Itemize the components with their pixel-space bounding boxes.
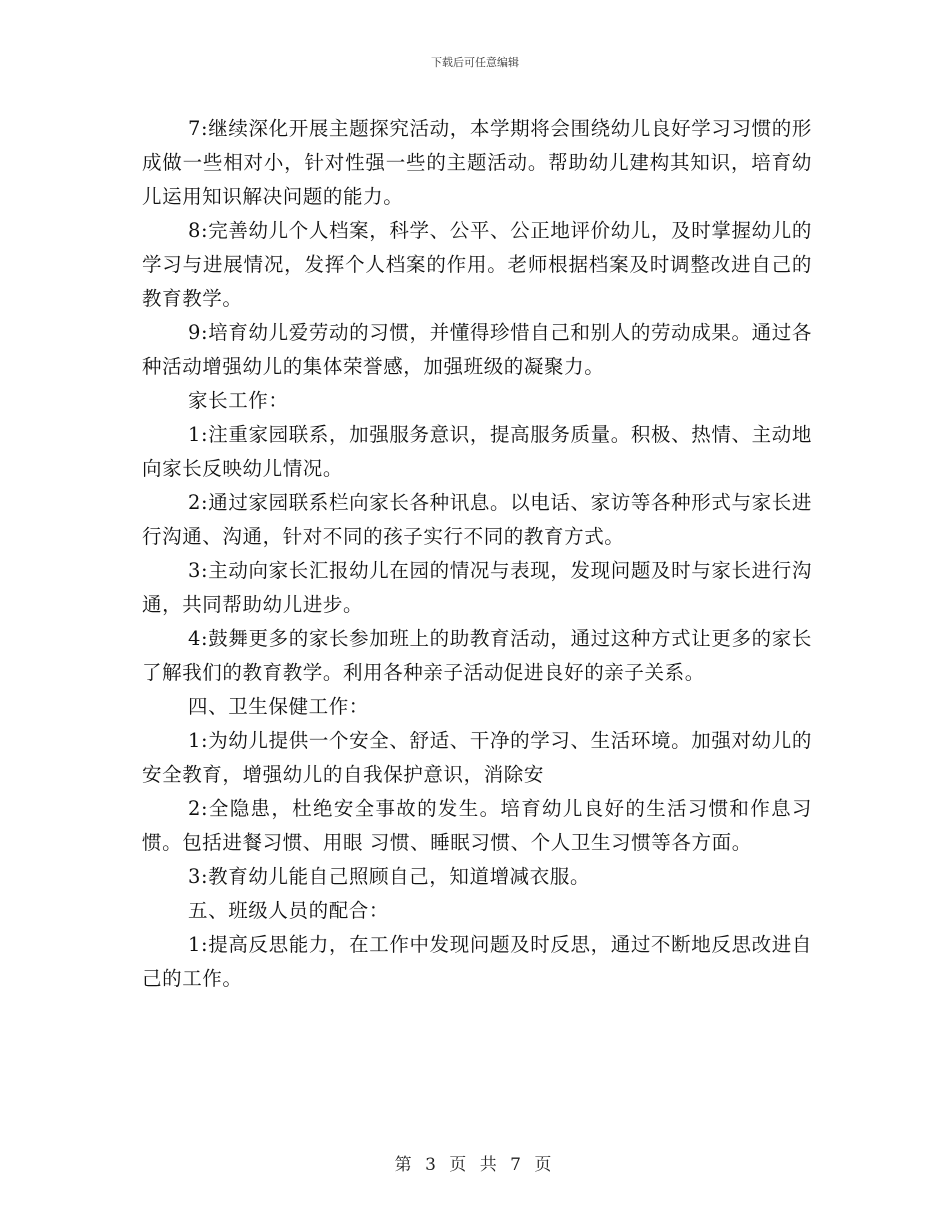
paragraph-parent-2: 2:通过家园联系栏向家长各种讯息。以电话、家访等各种形式与家长进行沟通、沟通，针对不同的孩子实行不同的教育方式。 bbox=[142, 491, 812, 548]
paragraph-parent-1: 1:注重家园联系，加强服务意识，提高服务质量。积极、热情、主动地向家长反映幼儿情况。 bbox=[142, 423, 812, 480]
paragraph-health-2: 2:全隐患，杜绝安全事故的发生。培育幼儿良好的生活习惯和作息习惯。包括进餐习惯、用眼 习惯、睡眠习惯、个人卫生习惯等各方面。 bbox=[142, 797, 812, 854]
page-number-footer: 第 3 页 共 7 页 bbox=[394, 1155, 556, 1175]
paragraph-parent-3: 3:主动向家长汇报幼儿在园的情况与表现，发现问题及时与家长进行沟通，共同帮助幼儿进步。 bbox=[142, 559, 812, 616]
section-heading-staff: 五、班级人员的配合： bbox=[188, 899, 390, 922]
paragraph-staff-1: 1:提高反思能力，在工作中发现问题及时反思，通过不断地反思改进自己的工作。 bbox=[142, 933, 812, 990]
paragraph-health-1: 1:为幼儿提供一个安全、舒适、干净的学习、生活环境。加强对幼儿的安全教育，增强幼儿的自我保护意识，消除安 bbox=[142, 729, 812, 786]
page-header: 下载后可任意编辑 bbox=[431, 56, 519, 69]
paragraph-item-8: 8:完善幼儿个人档案，科学、公平、公正地评价幼儿，及时掌握幼儿的学习与进展情况，发挥个人档案的作用。老师根据档案及时调整改进自己的教育教学。 bbox=[142, 219, 812, 310]
paragraph-item-9: 9:培育幼儿爱劳动的习惯，并懂得珍惜自己和别人的劳动成果。通过各种活动增强幼儿的集体荣誉感，加强班级的凝聚力。 bbox=[142, 321, 812, 378]
paragraph-parent-4: 4:鼓舞更多的家长参加班上的助教育活动，通过这种方式让更多的家长了解我们的教育教学。利用各种亲子活动促进良好的亲子关系。 bbox=[142, 627, 812, 684]
paragraph-health-3: 3:教育幼儿能自己照顾自己，知道增减衣服。 bbox=[188, 865, 591, 888]
paragraph-item-7: 7:继续深化开展主题探究活动，本学期将会围绕幼儿良好学习习惯的形成做一些相对小，针对性强一些的主题活动。帮助幼儿建构其知识，培育幼儿运用知识解决问题的能力。 bbox=[142, 117, 812, 208]
document-body bbox=[142, 112, 812, 996]
section-heading-health: 四、卫生保健工作： bbox=[188, 695, 369, 718]
section-heading-parent-work: 家长工作： bbox=[188, 389, 289, 412]
